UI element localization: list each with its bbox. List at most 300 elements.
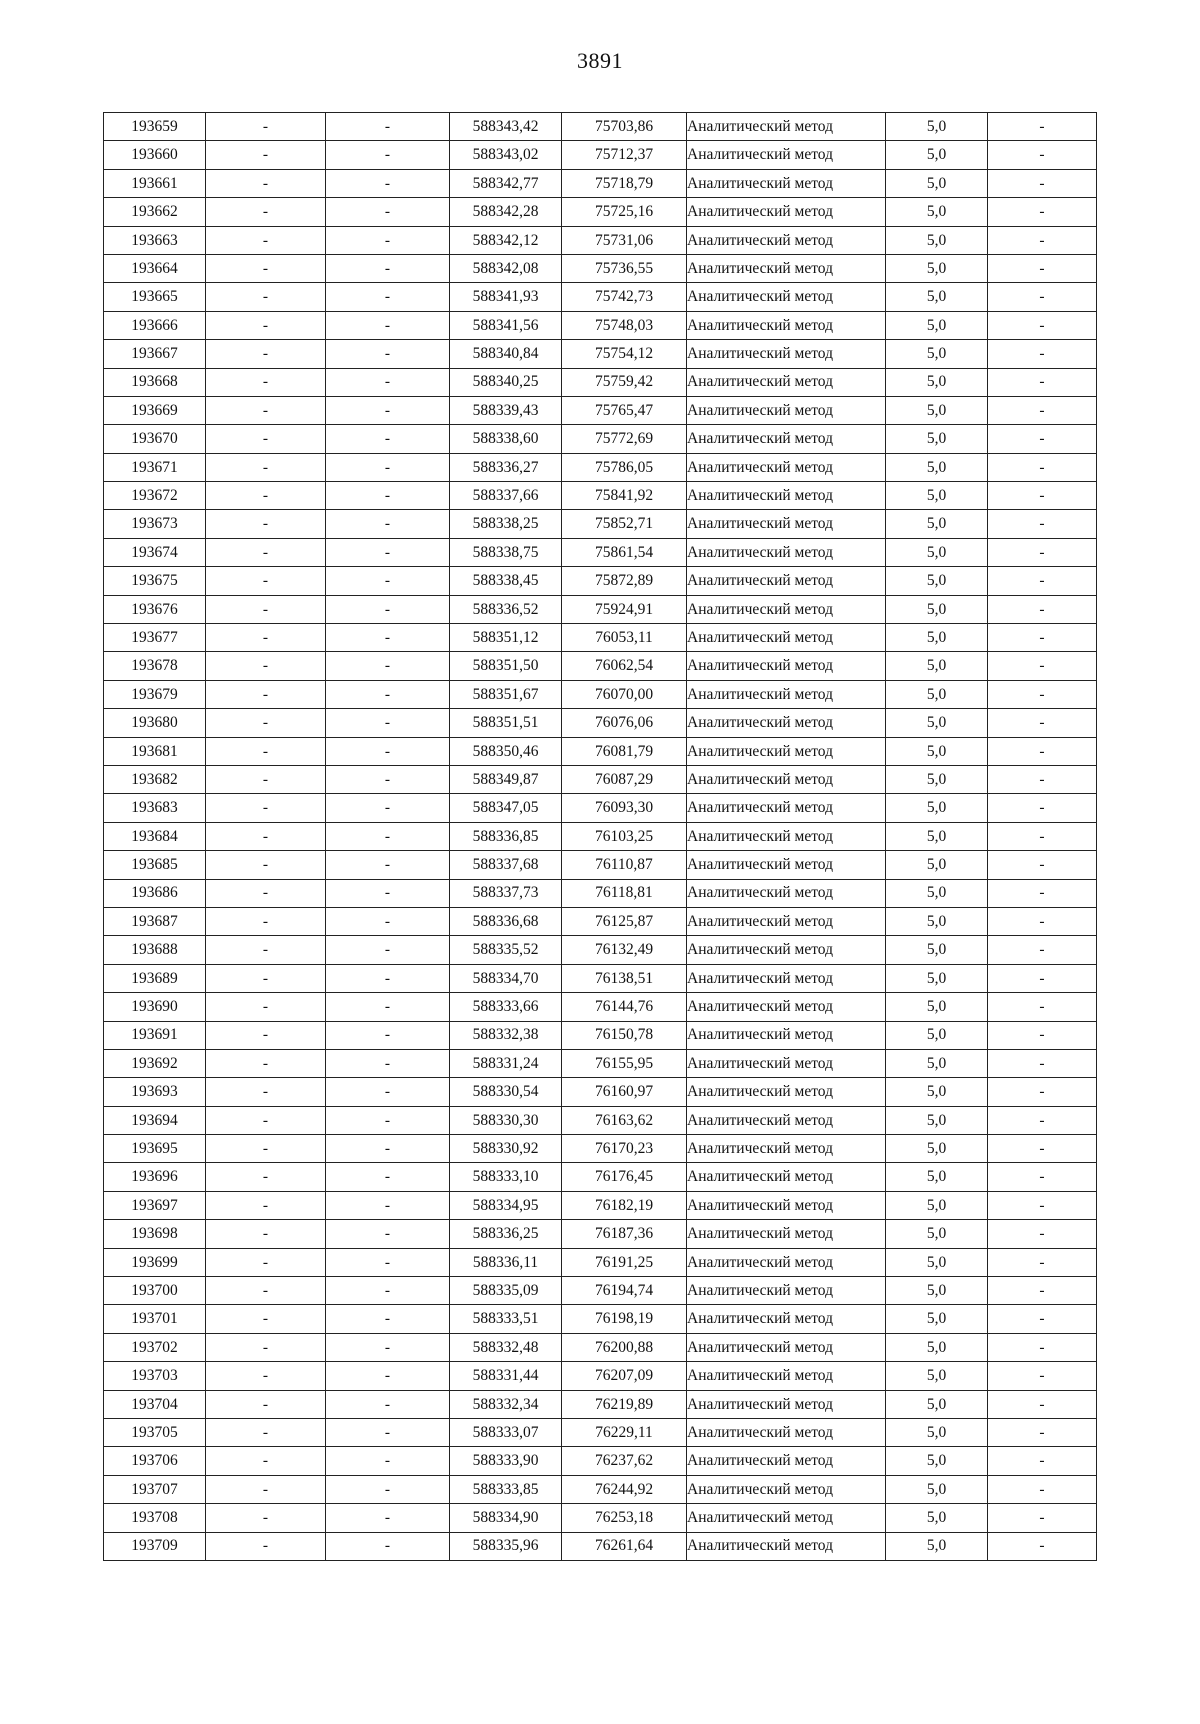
accuracy-cell: 5,0 [886, 1418, 988, 1446]
y-coordinate-cell: 76182,19 [562, 1191, 687, 1219]
x-coordinate-cell: 588335,52 [450, 936, 562, 964]
point-number-cell: 193694 [104, 1106, 206, 1134]
y-coordinate-cell: 75852,71 [562, 510, 687, 538]
point-number-cell: 193692 [104, 1049, 206, 1077]
empty-value-cell: - [206, 907, 326, 935]
y-coordinate-cell: 76163,62 [562, 1106, 687, 1134]
method-cell: Аналитический метод [687, 1220, 886, 1248]
empty-value-cell: - [988, 737, 1097, 765]
table-row [104, 226, 1097, 254]
accuracy-cell: 5,0 [886, 1021, 988, 1049]
table-row [104, 198, 1097, 226]
accuracy-cell: 5,0 [886, 482, 988, 510]
accuracy-cell: 5,0 [886, 198, 988, 226]
empty-value-cell: - [326, 1447, 450, 1475]
table-row [104, 822, 1097, 850]
accuracy-cell: 5,0 [886, 340, 988, 368]
y-coordinate-cell: 75725,16 [562, 198, 687, 226]
empty-value-cell: - [326, 169, 450, 197]
y-coordinate-cell: 75703,86 [562, 113, 687, 141]
x-coordinate-cell: 588338,60 [450, 425, 562, 453]
empty-value-cell: - [326, 1248, 450, 1276]
method-cell: Аналитический метод [687, 1191, 886, 1219]
x-coordinate-cell: 588351,12 [450, 624, 562, 652]
empty-value-cell: - [206, 1390, 326, 1418]
accuracy-cell: 5,0 [886, 1106, 988, 1134]
y-coordinate-cell: 76138,51 [562, 964, 687, 992]
x-coordinate-cell: 588342,28 [450, 198, 562, 226]
method-cell: Аналитический метод [687, 141, 886, 169]
x-coordinate-cell: 588337,73 [450, 879, 562, 907]
method-cell: Аналитический метод [687, 1078, 886, 1106]
table-row [104, 169, 1097, 197]
empty-value-cell: - [206, 510, 326, 538]
empty-value-cell: - [988, 1277, 1097, 1305]
accuracy-cell: 5,0 [886, 1135, 988, 1163]
y-coordinate-cell: 76229,11 [562, 1418, 687, 1446]
empty-value-cell: - [206, 169, 326, 197]
y-coordinate-cell: 76198,19 [562, 1305, 687, 1333]
empty-value-cell: - [988, 1504, 1097, 1532]
empty-value-cell: - [326, 1106, 450, 1134]
empty-value-cell: - [988, 1362, 1097, 1390]
point-number-cell: 193689 [104, 964, 206, 992]
x-coordinate-cell: 588332,48 [450, 1333, 562, 1361]
accuracy-cell: 5,0 [886, 113, 988, 141]
y-coordinate-cell: 76261,64 [562, 1532, 687, 1560]
method-cell: Аналитический метод [687, 340, 886, 368]
empty-value-cell: - [326, 1078, 450, 1106]
empty-value-cell: - [326, 1021, 450, 1049]
accuracy-cell: 5,0 [886, 1049, 988, 1077]
empty-value-cell: - [988, 1021, 1097, 1049]
y-coordinate-cell: 75772,69 [562, 425, 687, 453]
empty-value-cell: - [988, 624, 1097, 652]
point-number-cell: 193669 [104, 396, 206, 424]
empty-value-cell: - [326, 425, 450, 453]
empty-value-cell: - [326, 680, 450, 708]
method-cell: Аналитический метод [687, 1504, 886, 1532]
method-cell: Аналитический метод [687, 226, 886, 254]
x-coordinate-cell: 588330,54 [450, 1078, 562, 1106]
x-coordinate-cell: 588342,77 [450, 169, 562, 197]
table-row [104, 368, 1097, 396]
x-coordinate-cell: 588332,38 [450, 1021, 562, 1049]
empty-value-cell: - [206, 1447, 326, 1475]
y-coordinate-cell: 76125,87 [562, 907, 687, 935]
empty-value-cell: - [206, 311, 326, 339]
point-number-cell: 193688 [104, 936, 206, 964]
table-row [104, 510, 1097, 538]
point-number-cell: 193664 [104, 254, 206, 282]
method-cell: Аналитический метод [687, 1390, 886, 1418]
y-coordinate-cell: 76093,30 [562, 794, 687, 822]
method-cell: Аналитический метод [687, 1333, 886, 1361]
table-row [104, 283, 1097, 311]
point-number-cell: 193693 [104, 1078, 206, 1106]
x-coordinate-cell: 588335,09 [450, 1277, 562, 1305]
y-coordinate-cell: 76087,29 [562, 765, 687, 793]
method-cell: Аналитический метод [687, 1163, 886, 1191]
table-row [104, 1305, 1097, 1333]
table-row [104, 765, 1097, 793]
table-row [104, 340, 1097, 368]
point-number-cell: 193668 [104, 368, 206, 396]
table-row [104, 879, 1097, 907]
empty-value-cell: - [326, 482, 450, 510]
y-coordinate-cell: 76053,11 [562, 624, 687, 652]
x-coordinate-cell: 588336,25 [450, 1220, 562, 1248]
table-row [104, 794, 1097, 822]
empty-value-cell: - [988, 567, 1097, 595]
empty-value-cell: - [988, 141, 1097, 169]
table-row [104, 993, 1097, 1021]
point-number-cell: 193665 [104, 283, 206, 311]
empty-value-cell: - [988, 169, 1097, 197]
empty-value-cell: - [326, 851, 450, 879]
table-row [104, 1163, 1097, 1191]
point-number-cell: 193697 [104, 1191, 206, 1219]
point-number-cell: 193698 [104, 1220, 206, 1248]
point-number-cell: 193670 [104, 425, 206, 453]
table-row [104, 1078, 1097, 1106]
table-row [104, 1021, 1097, 1049]
empty-value-cell: - [206, 1475, 326, 1503]
y-coordinate-cell: 75765,47 [562, 396, 687, 424]
empty-value-cell: - [326, 311, 450, 339]
empty-value-cell: - [326, 1049, 450, 1077]
y-coordinate-cell: 76150,78 [562, 1021, 687, 1049]
empty-value-cell: - [988, 453, 1097, 481]
accuracy-cell: 5,0 [886, 1078, 988, 1106]
table-row [104, 964, 1097, 992]
empty-value-cell: - [206, 340, 326, 368]
empty-value-cell: - [988, 1532, 1097, 1560]
empty-value-cell: - [206, 226, 326, 254]
y-coordinate-cell: 76237,62 [562, 1447, 687, 1475]
accuracy-cell: 5,0 [886, 141, 988, 169]
method-cell: Аналитический метод [687, 794, 886, 822]
method-cell: Аналитический метод [687, 1049, 886, 1077]
empty-value-cell: - [206, 1021, 326, 1049]
x-coordinate-cell: 588342,12 [450, 226, 562, 254]
empty-value-cell: - [206, 1305, 326, 1333]
table-row [104, 538, 1097, 566]
accuracy-cell: 5,0 [886, 822, 988, 850]
empty-value-cell: - [326, 1390, 450, 1418]
method-cell: Аналитический метод [687, 1447, 886, 1475]
method-cell: Аналитический метод [687, 1021, 886, 1049]
point-number-cell: 193660 [104, 141, 206, 169]
page-number: 3891 [577, 48, 623, 73]
empty-value-cell: - [206, 595, 326, 623]
table-row [104, 1447, 1097, 1475]
point-number-cell: 193704 [104, 1390, 206, 1418]
method-cell: Аналитический метод [687, 311, 886, 339]
accuracy-cell: 5,0 [886, 624, 988, 652]
point-number-cell: 193685 [104, 851, 206, 879]
empty-value-cell: - [326, 1532, 450, 1560]
table-row [104, 1191, 1097, 1219]
accuracy-cell: 5,0 [886, 879, 988, 907]
empty-value-cell: - [206, 368, 326, 396]
y-coordinate-cell: 76110,87 [562, 851, 687, 879]
empty-value-cell: - [206, 624, 326, 652]
table-row [104, 425, 1097, 453]
point-number-cell: 193683 [104, 794, 206, 822]
empty-value-cell: - [206, 198, 326, 226]
x-coordinate-cell: 588337,68 [450, 851, 562, 879]
accuracy-cell: 5,0 [886, 1447, 988, 1475]
empty-value-cell: - [326, 822, 450, 850]
table-row [104, 1504, 1097, 1532]
empty-value-cell: - [206, 113, 326, 141]
accuracy-cell: 5,0 [886, 964, 988, 992]
table-row [104, 482, 1097, 510]
x-coordinate-cell: 588340,84 [450, 340, 562, 368]
empty-value-cell: - [326, 794, 450, 822]
table-row [104, 141, 1097, 169]
empty-value-cell: - [326, 396, 450, 424]
x-coordinate-cell: 588347,05 [450, 794, 562, 822]
empty-value-cell: - [988, 1418, 1097, 1446]
accuracy-cell: 5,0 [886, 936, 988, 964]
empty-value-cell: - [988, 765, 1097, 793]
table-row [104, 709, 1097, 737]
empty-value-cell: - [206, 567, 326, 595]
table-row [104, 1418, 1097, 1446]
method-cell: Аналитический метод [687, 879, 886, 907]
empty-value-cell: - [206, 709, 326, 737]
y-coordinate-cell: 75754,12 [562, 340, 687, 368]
method-cell: Аналитический метод [687, 709, 886, 737]
table-row [104, 1390, 1097, 1418]
y-coordinate-cell: 76076,06 [562, 709, 687, 737]
table-row [104, 453, 1097, 481]
point-number-cell: 193696 [104, 1163, 206, 1191]
point-number-cell: 193703 [104, 1362, 206, 1390]
empty-value-cell: - [206, 425, 326, 453]
empty-value-cell: - [326, 1333, 450, 1361]
method-cell: Аналитический метод [687, 396, 886, 424]
empty-value-cell: - [326, 737, 450, 765]
accuracy-cell: 5,0 [886, 1277, 988, 1305]
empty-value-cell: - [988, 907, 1097, 935]
empty-value-cell: - [988, 993, 1097, 1021]
empty-value-cell: - [988, 1475, 1097, 1503]
y-coordinate-cell: 75841,92 [562, 482, 687, 510]
y-coordinate-cell: 75759,42 [562, 368, 687, 396]
x-coordinate-cell: 588330,92 [450, 1135, 562, 1163]
y-coordinate-cell: 76194,74 [562, 1277, 687, 1305]
method-cell: Аналитический метод [687, 680, 886, 708]
empty-value-cell: - [206, 1248, 326, 1276]
empty-value-cell: - [206, 1163, 326, 1191]
empty-value-cell: - [988, 1191, 1097, 1219]
empty-value-cell: - [988, 879, 1097, 907]
empty-value-cell: - [206, 396, 326, 424]
accuracy-cell: 5,0 [886, 226, 988, 254]
accuracy-cell: 5,0 [886, 396, 988, 424]
empty-value-cell: - [326, 1277, 450, 1305]
empty-value-cell: - [206, 993, 326, 1021]
point-number-cell: 193659 [104, 113, 206, 141]
empty-value-cell: - [326, 652, 450, 680]
accuracy-cell: 5,0 [886, 1163, 988, 1191]
y-coordinate-cell: 75712,37 [562, 141, 687, 169]
point-number-cell: 193677 [104, 624, 206, 652]
empty-value-cell: - [326, 879, 450, 907]
empty-value-cell: - [988, 1333, 1097, 1361]
x-coordinate-cell: 588340,25 [450, 368, 562, 396]
empty-value-cell: - [326, 765, 450, 793]
method-cell: Аналитический метод [687, 113, 886, 141]
y-coordinate-cell: 76081,79 [562, 737, 687, 765]
y-coordinate-cell: 76253,18 [562, 1504, 687, 1532]
accuracy-cell: 5,0 [886, 595, 988, 623]
empty-value-cell: - [326, 283, 450, 311]
table-row [104, 254, 1097, 282]
x-coordinate-cell: 588338,25 [450, 510, 562, 538]
method-cell: Аналитический метод [687, 595, 886, 623]
y-coordinate-cell: 76191,25 [562, 1248, 687, 1276]
table-row [104, 1106, 1097, 1134]
empty-value-cell: - [988, 1390, 1097, 1418]
empty-value-cell: - [326, 538, 450, 566]
x-coordinate-cell: 588333,10 [450, 1163, 562, 1191]
table-row [104, 1532, 1097, 1560]
empty-value-cell: - [988, 822, 1097, 850]
point-number-cell: 193661 [104, 169, 206, 197]
x-coordinate-cell: 588333,90 [450, 1447, 562, 1475]
empty-value-cell: - [206, 822, 326, 850]
method-cell: Аналитический метод [687, 652, 886, 680]
empty-value-cell: - [988, 1106, 1097, 1134]
accuracy-cell: 5,0 [886, 1390, 988, 1418]
point-number-cell: 193682 [104, 765, 206, 793]
empty-value-cell: - [988, 510, 1097, 538]
y-coordinate-cell: 76170,23 [562, 1135, 687, 1163]
empty-value-cell: - [988, 851, 1097, 879]
empty-value-cell: - [206, 765, 326, 793]
empty-value-cell: - [326, 198, 450, 226]
empty-value-cell: - [206, 1078, 326, 1106]
method-cell: Аналитический метод [687, 1305, 886, 1333]
empty-value-cell: - [326, 368, 450, 396]
empty-value-cell: - [206, 680, 326, 708]
method-cell: Аналитический метод [687, 851, 886, 879]
point-number-cell: 193676 [104, 595, 206, 623]
y-coordinate-cell: 75718,79 [562, 169, 687, 197]
method-cell: Аналитический метод [687, 538, 886, 566]
empty-value-cell: - [988, 113, 1097, 141]
table-row [104, 1248, 1097, 1276]
y-coordinate-cell: 76200,88 [562, 1333, 687, 1361]
y-coordinate-cell: 76144,76 [562, 993, 687, 1021]
empty-value-cell: - [206, 1135, 326, 1163]
point-number-cell: 193687 [104, 907, 206, 935]
accuracy-cell: 5,0 [886, 283, 988, 311]
method-cell: Аналитический метод [687, 765, 886, 793]
y-coordinate-cell: 76118,81 [562, 879, 687, 907]
empty-value-cell: - [326, 964, 450, 992]
point-number-cell: 193700 [104, 1277, 206, 1305]
table-row [104, 1475, 1097, 1503]
y-coordinate-cell: 76155,95 [562, 1049, 687, 1077]
empty-value-cell: - [988, 1135, 1097, 1163]
point-number-cell: 193708 [104, 1504, 206, 1532]
empty-value-cell: - [988, 680, 1097, 708]
x-coordinate-cell: 588351,50 [450, 652, 562, 680]
empty-value-cell: - [988, 396, 1097, 424]
x-coordinate-cell: 588342,08 [450, 254, 562, 282]
point-number-cell: 193705 [104, 1418, 206, 1446]
method-cell: Аналитический метод [687, 993, 886, 1021]
empty-value-cell: - [988, 1049, 1097, 1077]
method-cell: Аналитический метод [687, 1277, 886, 1305]
point-number-cell: 193686 [104, 879, 206, 907]
accuracy-cell: 5,0 [886, 1191, 988, 1219]
method-cell: Аналитический метод [687, 198, 886, 226]
table-row [104, 567, 1097, 595]
empty-value-cell: - [206, 1191, 326, 1219]
table-row [104, 1220, 1097, 1248]
point-number-cell: 193695 [104, 1135, 206, 1163]
empty-value-cell: - [326, 1220, 450, 1248]
accuracy-cell: 5,0 [886, 1532, 988, 1560]
accuracy-cell: 5,0 [886, 425, 988, 453]
empty-value-cell: - [206, 1418, 326, 1446]
empty-value-cell: - [988, 794, 1097, 822]
x-coordinate-cell: 588334,95 [450, 1191, 562, 1219]
point-number-cell: 193691 [104, 1021, 206, 1049]
method-cell: Аналитический метод [687, 624, 886, 652]
y-coordinate-cell: 75731,06 [562, 226, 687, 254]
x-coordinate-cell: 588343,42 [450, 113, 562, 141]
method-cell: Аналитический метод [687, 1532, 886, 1560]
y-coordinate-cell: 75748,03 [562, 311, 687, 339]
empty-value-cell: - [326, 567, 450, 595]
table-row [104, 1362, 1097, 1390]
accuracy-cell: 5,0 [886, 851, 988, 879]
method-cell: Аналитический метод [687, 254, 886, 282]
empty-value-cell: - [988, 1447, 1097, 1475]
empty-value-cell: - [326, 1362, 450, 1390]
point-number-cell: 193701 [104, 1305, 206, 1333]
accuracy-cell: 5,0 [886, 737, 988, 765]
empty-value-cell: - [206, 538, 326, 566]
empty-value-cell: - [326, 510, 450, 538]
x-coordinate-cell: 588331,24 [450, 1049, 562, 1077]
y-coordinate-cell: 75861,54 [562, 538, 687, 566]
x-coordinate-cell: 588338,45 [450, 567, 562, 595]
empty-value-cell: - [326, 1191, 450, 1219]
accuracy-cell: 5,0 [886, 1248, 988, 1276]
x-coordinate-cell: 588350,46 [450, 737, 562, 765]
table-row [104, 1135, 1097, 1163]
accuracy-cell: 5,0 [886, 1504, 988, 1532]
empty-value-cell: - [326, 1305, 450, 1333]
accuracy-cell: 5,0 [886, 680, 988, 708]
method-cell: Аналитический метод [687, 936, 886, 964]
accuracy-cell: 5,0 [886, 567, 988, 595]
y-coordinate-cell: 76160,97 [562, 1078, 687, 1106]
table-row [104, 1049, 1097, 1077]
method-cell: Аналитический метод [687, 169, 886, 197]
point-number-cell: 193707 [104, 1475, 206, 1503]
method-cell: Аналитический метод [687, 1418, 886, 1446]
empty-value-cell: - [326, 993, 450, 1021]
